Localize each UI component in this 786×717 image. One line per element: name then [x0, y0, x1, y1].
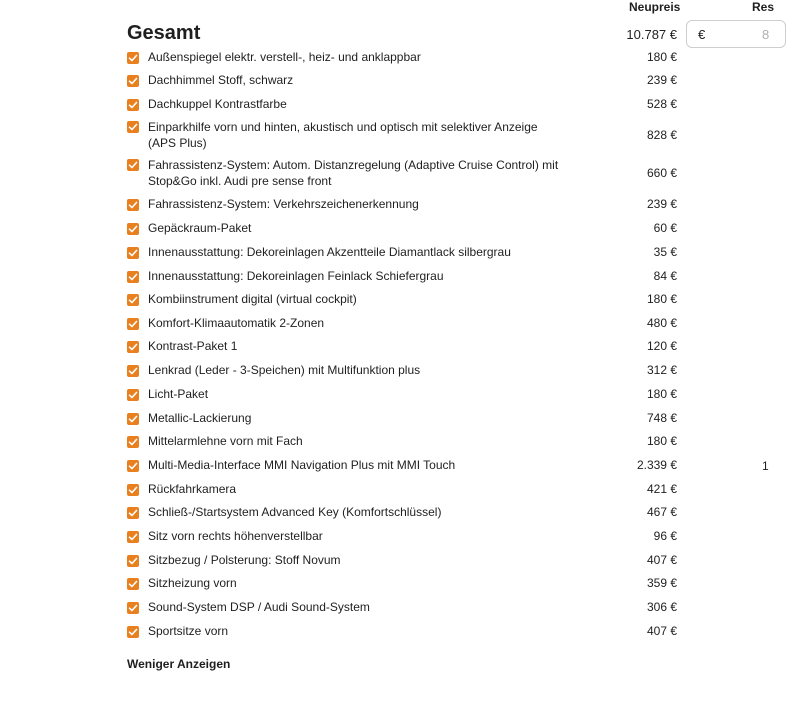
option-price: 306 €: [646, 600, 677, 614]
option-label: Licht-Paket: [148, 387, 209, 401]
option-price: 35 €: [653, 245, 677, 259]
check-icon: [128, 122, 138, 132]
check-icon: [128, 366, 138, 376]
option-price: 748 €: [646, 411, 677, 425]
option-checkbox[interactable]: [127, 121, 139, 133]
option-checkbox[interactable]: [127, 507, 139, 519]
rest-value-partial: 1: [762, 459, 769, 473]
option-price: 239 €: [646, 197, 677, 211]
option-checkbox[interactable]: [127, 436, 139, 448]
option-label: Sitzheizung vorn: [148, 576, 237, 590]
total-title: Gesamt: [127, 22, 201, 44]
option-label: Kontrast-Paket 1: [148, 339, 238, 353]
option-price: 480 €: [646, 316, 677, 330]
option-label: Sitzbezug / Polsterung: Stoff Novum: [148, 553, 341, 567]
check-icon: [128, 437, 138, 447]
option-checkbox[interactable]: [127, 271, 139, 283]
check-icon: [128, 627, 138, 637]
option-label: Kombiinstrument digital (virtual cockpit): [148, 292, 357, 306]
option-checkbox[interactable]: [127, 52, 139, 64]
option-label: Fahrassistenz-System: Autom. Distanzregelung (Adaptive Cruise Control) mit Stop&Go inkl. Audi pre sense front: [148, 158, 559, 188]
option-checkbox[interactable]: [127, 75, 139, 87]
option-checkbox[interactable]: [127, 389, 139, 401]
option-price: 359 €: [646, 576, 677, 590]
option-label: Sitz vorn rechts höhenverstellbar: [148, 529, 323, 543]
option-checkbox[interactable]: [127, 555, 139, 567]
check-icon: [128, 390, 138, 400]
check-icon: [128, 603, 138, 613]
option-label: Gepäckraum-Paket: [148, 221, 252, 235]
option-price: 84 €: [653, 269, 677, 283]
option-checkbox[interactable]: [127, 626, 139, 638]
option-checkbox[interactable]: [127, 223, 139, 235]
option-checkbox[interactable]: [127, 247, 139, 259]
option-price: 407 €: [646, 624, 677, 638]
show-less-link[interactable]: Weniger Anzeigen: [127, 657, 231, 671]
option-label: Mittelarmlehne vorn mit Fach: [148, 434, 303, 448]
option-label: Schließ-/Startsystem Advanced Key (Komfortschlüssel): [148, 505, 442, 519]
option-checkbox[interactable]: [127, 578, 139, 590]
option-label: Metallic-Lackierung: [148, 411, 252, 425]
option-price: 828 €: [646, 128, 677, 142]
column-header-neupreis: Neupreis: [629, 0, 681, 14]
option-checkbox[interactable]: [127, 318, 139, 330]
option-label: Innenausstattung: Dekoreinlagen Feinlack Schiefergrau: [148, 269, 444, 283]
option-label: Einparkhilfe vorn und hinten, akustisch und optisch mit selektiver Anzeige (APS Plus): [148, 120, 538, 150]
check-icon: [128, 100, 138, 110]
option-checkbox[interactable]: [127, 413, 139, 425]
option-checkbox[interactable]: [127, 365, 139, 377]
option-price: 312 €: [646, 363, 677, 377]
option-label: Komfort-Klimaautomatik 2-Zonen: [148, 316, 325, 330]
check-icon: [128, 224, 138, 234]
check-icon: [128, 342, 138, 352]
option-price: 528 €: [646, 97, 677, 111]
option-price: 407 €: [646, 553, 677, 567]
column-header-rest: Res: [752, 0, 775, 14]
option-label: Fahrassistenz-System: Verkehrszeichenerkennung: [148, 197, 419, 211]
check-icon: [128, 200, 138, 210]
currency-symbol: €: [698, 27, 706, 42]
check-icon: [128, 485, 138, 495]
option-checkbox[interactable]: [127, 159, 139, 171]
option-checkbox[interactable]: [127, 531, 139, 543]
check-icon: [128, 160, 138, 170]
check-icon: [128, 461, 138, 471]
option-checkbox[interactable]: [127, 199, 139, 211]
option-price: 180 €: [646, 292, 677, 306]
option-label: Sound-System DSP / Audi Sound-System: [148, 600, 370, 614]
check-icon: [128, 579, 138, 589]
option-price: 180 €: [646, 434, 677, 448]
option-label: Lenkrad (Leder - 3-Speichen) mit Multifunktion plus: [148, 363, 421, 377]
option-label: Rückfahrkamera: [148, 482, 237, 496]
check-icon: [128, 272, 138, 282]
option-label: Dachkuppel Kontrastfarbe: [148, 97, 287, 111]
option-price: 120 €: [646, 339, 677, 353]
option-checkbox[interactable]: [127, 341, 139, 353]
option-checkbox[interactable]: [127, 460, 139, 472]
rest-price-input[interactable]: [686, 20, 786, 48]
option-price: 180 €: [646, 50, 677, 64]
check-icon: [128, 532, 138, 542]
check-icon: [128, 414, 138, 424]
price-input-placeholder: 8: [762, 27, 770, 42]
check-icon: [128, 76, 138, 86]
option-checkbox[interactable]: [127, 99, 139, 111]
option-label: Multi-Media-Interface MMI Navigation Plus mit MMI Touch: [148, 458, 456, 472]
option-price: 467 €: [646, 505, 677, 519]
option-label: Innenausstattung: Dekoreinlagen Akzentteile Diamantlack silbergrau: [148, 245, 511, 259]
check-icon: [128, 556, 138, 566]
option-checkbox[interactable]: [127, 602, 139, 614]
option-price: 421 €: [646, 482, 677, 496]
option-label: Dachhimmel Stoff, schwarz: [148, 73, 294, 87]
check-icon: [128, 53, 138, 63]
option-price: 239 €: [646, 73, 677, 87]
option-checkbox[interactable]: [127, 294, 139, 306]
option-label: Außenspiegel elektr. verstell-, heiz- und anklappbar: [148, 50, 421, 64]
check-icon: [128, 295, 138, 305]
option-price: 180 €: [646, 387, 677, 401]
option-price: 2.339 €: [636, 458, 677, 472]
option-price: 60 €: [653, 221, 677, 235]
check-icon: [128, 248, 138, 258]
option-checkbox[interactable]: [127, 484, 139, 496]
check-icon: [128, 508, 138, 518]
option-label: Sportsitze vorn: [148, 624, 229, 638]
check-icon: [128, 319, 138, 329]
option-price: 660 €: [646, 166, 677, 180]
option-price: 96 €: [653, 529, 677, 543]
total-price: 10.787 €: [626, 27, 677, 42]
